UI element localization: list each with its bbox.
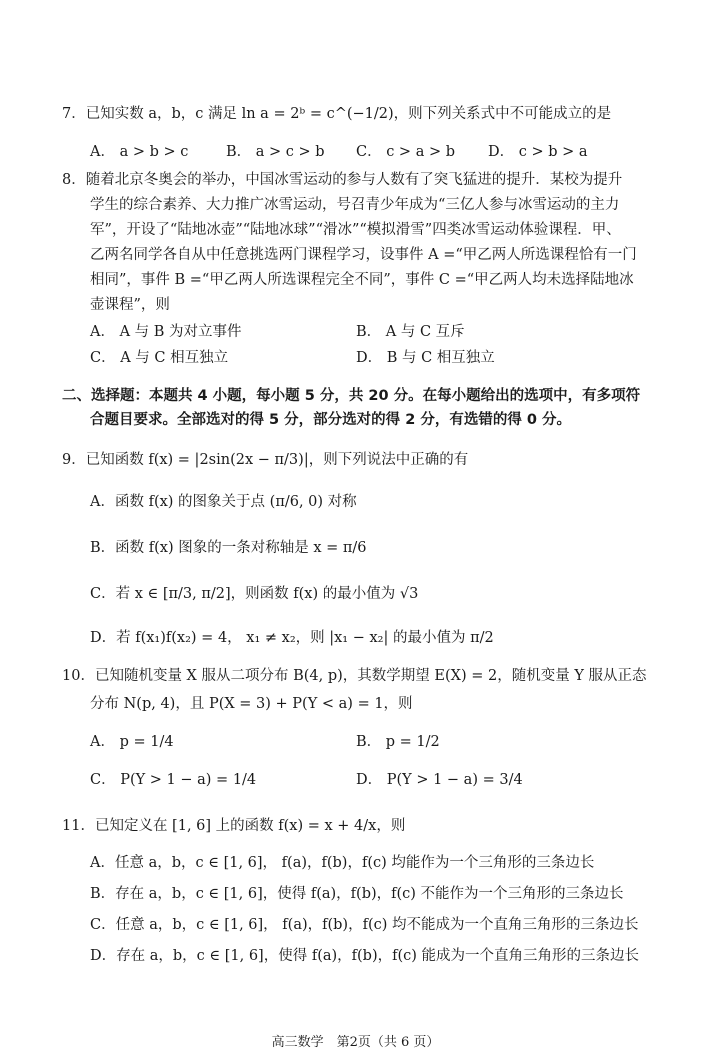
question-8-line-6: 壶课程”，则 — [90, 297, 170, 313]
q10-option-a: A． p = 1/4 — [90, 734, 174, 750]
question-10-line-2: 分布 N(p, 4)，且 P(X = 3) + P(Y < a) = 1，则 — [90, 696, 413, 712]
question-7-stem: 7．已知实数 a，b，c 满足 ln a = 2ᵇ = c^(−1/2)，则下列关系式中不可能成立的是 — [62, 106, 612, 122]
q9-option-c: C．若 x ∈ [π/3, π/2]，则函数 f(x) 的最小值为 √3 — [90, 586, 419, 602]
section-2-heading-line-1: 二、选择题：本题共 4 小题，每小题 5 分，共 20 分。在每小题给出的选项中，有多项符 — [62, 388, 641, 404]
q10-option-c: C． P(Y > 1 − a) = 1/4 — [90, 772, 257, 788]
q10-option-d: D． P(Y > 1 − a) = 3/4 — [356, 772, 523, 788]
question-11-stem: 11．已知定义在 [1, 6] 上的函数 f(x) = x + 4/x，则 — [62, 818, 406, 834]
question-8-line-3: 军”，开设了“陆地冰壶”“陆地冰球”“滑冰”“模拟滑雪”四类冰雪运动体验课程．甲、 — [90, 222, 621, 238]
q8-option-c: C． A 与 C 相互独立 — [90, 350, 229, 366]
q8-option-a: A． A 与 B 为对立事件 — [90, 324, 242, 340]
q7-option-b: B． a > c > b — [226, 144, 325, 160]
q7-option-a: A． a > b > c — [90, 144, 189, 160]
q11-option-c: C．任意 a，b，c ∈ [1, 6]， f(a)，f(b)，f(c) 均不能成为一个直角三角形的三条边长 — [90, 917, 639, 933]
q9-option-a: A．函数 f(x) 的图象关于点 (π/6, 0) 对称 — [90, 494, 357, 510]
q11-option-a: A．任意 a，b，c ∈ [1, 6]， f(a)，f(b)，f(c) 均能作为一个三角形的三条边长 — [90, 855, 595, 871]
section-2-heading-line-2: 合题目要求。全部选对的得 5 分，部分选对的得 2 分，有选错的得 0 分。 — [90, 412, 572, 428]
question-8-line-1: 8．随着北京冬奥会的举办，中国冰雪运动的参与人数有了突飞猛进的提升．某校为提升 — [62, 172, 623, 188]
question-8-line-4: 乙两名同学各自从中任意挑选两门课程学习，设事件 A =“甲乙两人所选课程恰有一门 — [90, 247, 637, 263]
q9-option-b: B．函数 f(x) 图象的一条对称轴是 x = π/6 — [90, 540, 367, 556]
q8-option-d: D． B 与 C 相互独立 — [356, 350, 495, 366]
q7-option-d: D． c > b > a — [488, 144, 588, 160]
q11-option-d: D．存在 a，b，c ∈ [1, 6]，使得 f(a)，f(b)，f(c) 能成为一个直角三角形的三条边长 — [90, 948, 640, 964]
question-10-line-1: 10．已知随机变量 X 服从二项分布 B(4, p)，其数学期望 E(X) = 2，随机变量 Y 服从正态 — [62, 668, 647, 684]
question-9-stem: 9．已知函数 f(x) = |2sin(2x − π/3)|，则下列说法中正确的有 — [62, 452, 469, 468]
q7-option-c: C． c > a > b — [356, 144, 455, 160]
q10-option-b: B． p = 1/2 — [356, 734, 440, 750]
q11-option-b: B．存在 a，b，c ∈ [1, 6]，使得 f(a)，f(b)，f(c) 不能作为一个三角形的三条边长 — [90, 886, 624, 902]
q8-option-b: B． A 与 C 互斥 — [356, 324, 465, 340]
page-footer: 高三数学 第2页（共 6 页） — [271, 1035, 440, 1050]
question-8-line-5: 相同”，事件 B =“甲乙两人所选课程完全不同”，事件 C =“甲乙两人均未选择陆地冰 — [90, 272, 634, 288]
question-8-line-2: 学生的综合素养、大力推广冰雪运动，号召青少年成为“三亿人参与冰雪运动的主力 — [90, 197, 620, 213]
q9-option-d: D．若 f(x₁)f(x₂) = 4， x₁ ≠ x₂，则 |x₁ − x₂| 的最小值为 π/2 — [90, 630, 494, 646]
